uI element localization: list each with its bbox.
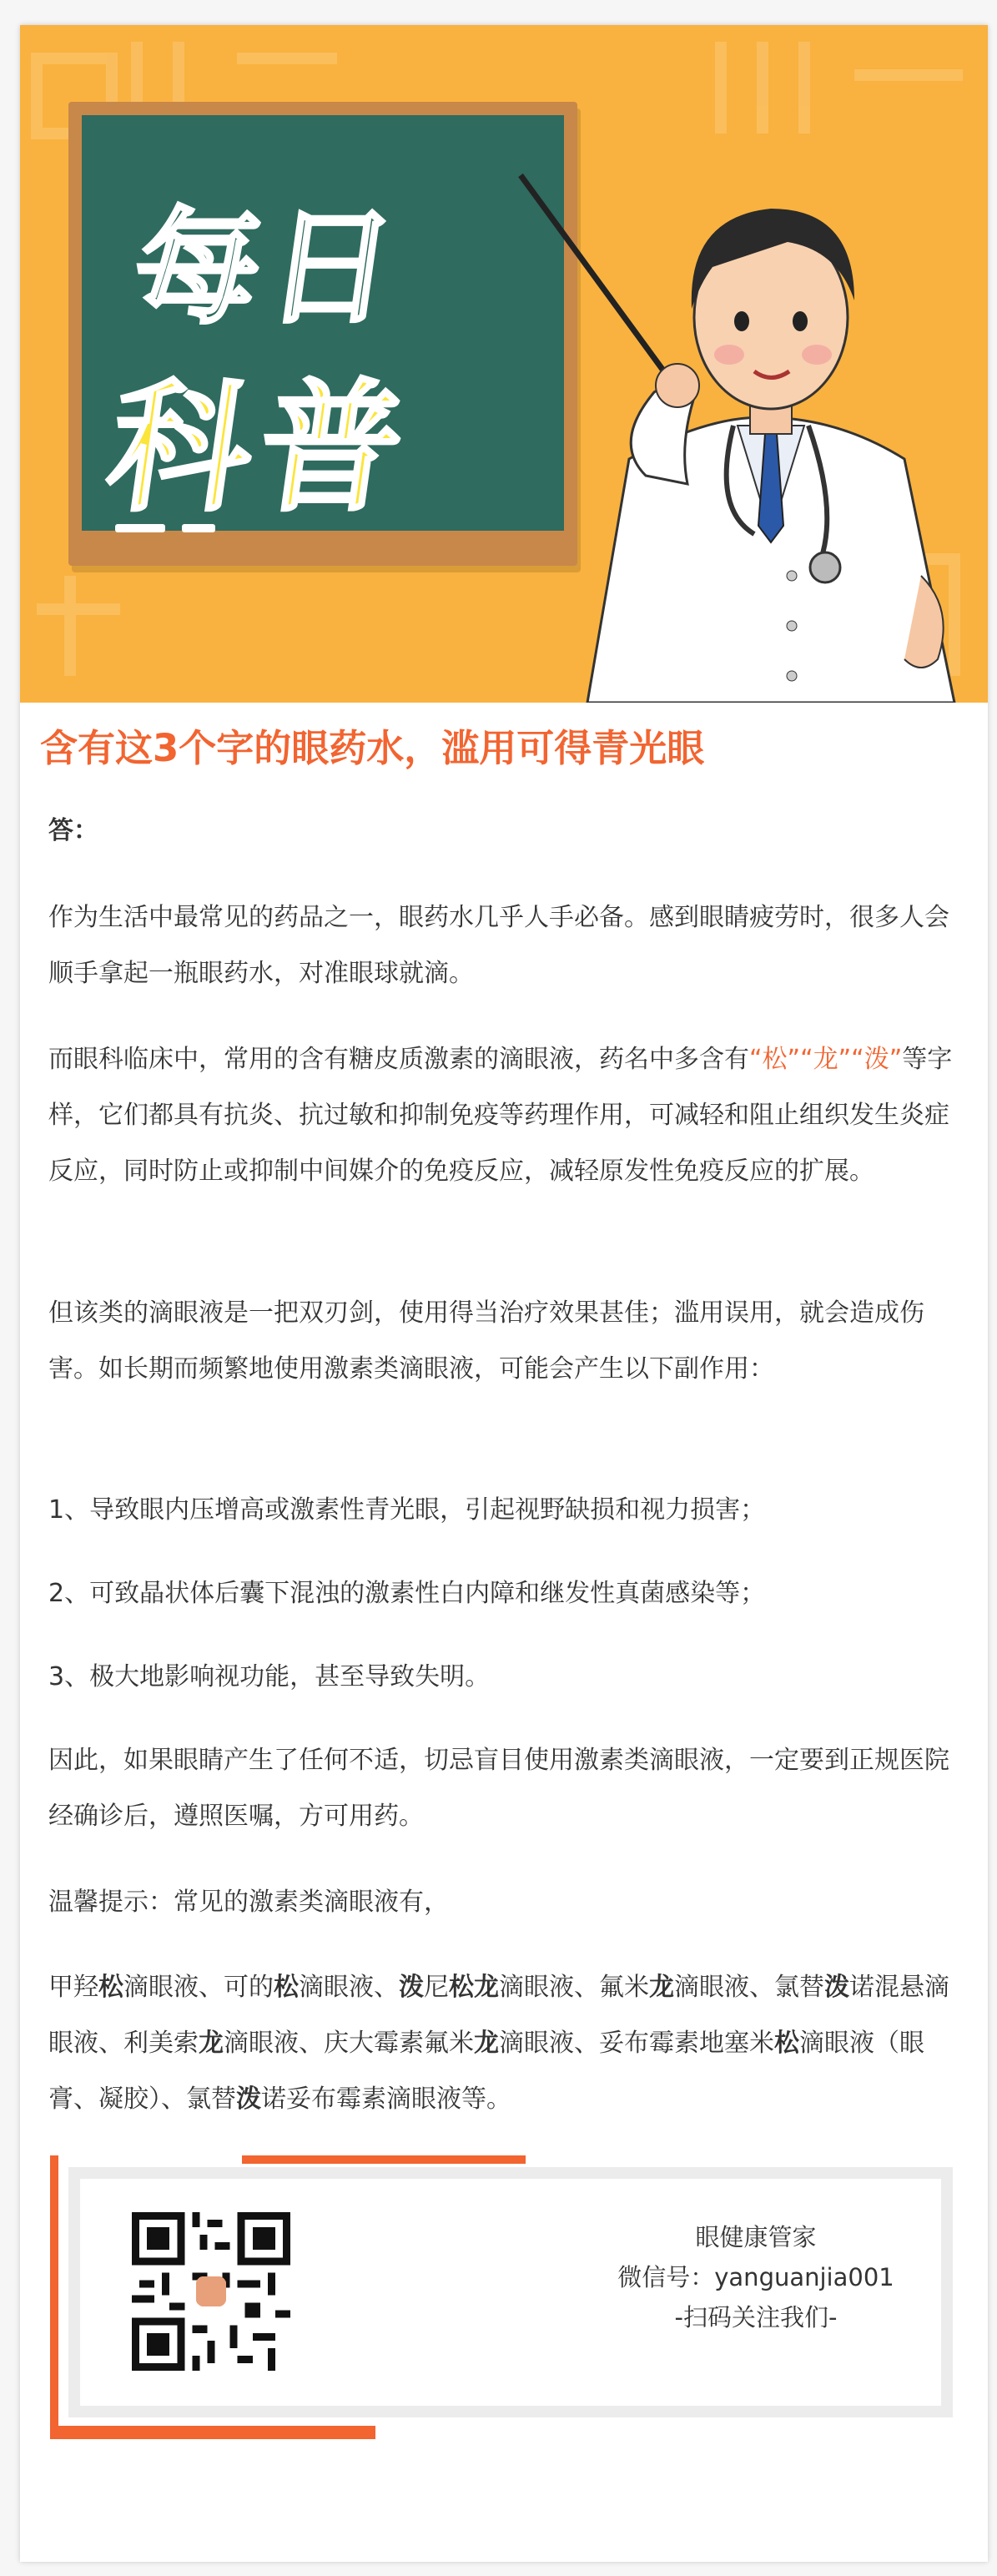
list-item-2: 2、可致晶状体后囊下混浊的激素性白内障和继发性真菌感染等； [48, 1579, 766, 1608]
drug-text: 滴眼液（眼膏、凝胶）、氯替 [48, 2029, 924, 2114]
drug-text: 滴眼液、氟米 [499, 1973, 649, 2002]
paragraph-3: 但该类的滴眼液是一把双刃剑，使用得当治疗效果甚佳；滥用误用，就会造成伤害。如长期而频繁地使用激素类滴眼液，可能会产生以下副作用： [48, 1298, 924, 1384]
drug-keyword: 龙 [649, 1973, 674, 2002]
drug-keyword: 泼 [399, 1973, 424, 2002]
contact-info [581, 2217, 931, 2337]
accent-bar-left [50, 2155, 58, 2439]
list-item-3: 3、极大地影响视功能，甚至导致失明。 [48, 1662, 491, 1691]
drug-list [48, 1959, 966, 2127]
drug-text: 诺混悬滴眼液、利美索 [48, 1973, 949, 2058]
paragraph-2-b: 等字样，它们都具有抗炎、抗过敏和抑制免疫等药理作用，可减轻和阻止组织发生炎症反应，同时防止或抑制中间媒介的免疫反应，减轻原发性免疫反应的扩展。 [48, 1045, 953, 1186]
drug-text: 滴眼液、 [299, 1973, 399, 2002]
article-title: 含有这3个字的眼药水，滥用可得青光眼 [40, 726, 705, 770]
answer-label: 答： [48, 816, 98, 845]
drug-keyword: 龙 [474, 2029, 499, 2058]
article-card [20, 25, 988, 2562]
paragraph-2 [48, 1031, 966, 1199]
board-title-line2: 科普 [98, 366, 422, 532]
drug-text: 尼 [424, 1973, 449, 2002]
drug-keyword: 松 [774, 2029, 799, 2058]
follow-card-inner [68, 2167, 953, 2417]
accent-bar-bottom [50, 2426, 375, 2439]
account-name: 眼健康管家 [695, 2223, 817, 2251]
drug-text: 滴眼液、妥布霉素地塞米 [499, 2029, 774, 2058]
drug-keyword: 泼 [236, 2084, 261, 2114]
paragraph-1: 作为生活中最常见的药品之一，眼药水几乎人手必备。感到眼睛疲劳时，很多人会顺手拿起一瓶眼药水，对准眼球就滴。 [48, 903, 949, 988]
scan-hint: -扫码关注我们- [674, 2303, 838, 2332]
drug-text: 滴眼液、氯替 [674, 1973, 824, 2002]
drug-keyword: 松 [274, 1973, 299, 2002]
drug-keyword: 松 [98, 1973, 123, 2002]
drug-text: 滴眼液、庆大霉素氟米 [224, 2029, 474, 2058]
paragraph-4: 因此，如果眼睛产生了任何不适，切忌盲目使用激素类滴眼液，一定要到正规医院经确诊后，遵照医嘱，方可用药。 [48, 1746, 949, 1831]
board-title-line1: 每日 [124, 196, 413, 341]
paragraph-2-a: 而眼科临床中，常用的含有糖皮质激素的滴眼液，药名中多含有 [48, 1045, 749, 1074]
drug-text: 诺妥布霉素滴眼液等。 [261, 2084, 511, 2114]
drug-keyword: 龙 [199, 2029, 224, 2058]
doctor-illustration [487, 142, 988, 703]
list-item-1: 1、导致眼内压增高或激素性青光眼，引起视野缺损和视力损害； [48, 1495, 766, 1525]
follow-card [50, 2155, 958, 2439]
wechat-id: 微信号：yanguanjia001 [617, 2263, 894, 2291]
drug-text: 甲羟 [48, 1973, 98, 2002]
tip-label: 温馨提示：常见的激素类滴眼液有， [48, 1888, 449, 1917]
hero-banner [20, 25, 988, 703]
qr-code-icon[interactable] [132, 2212, 290, 2371]
paragraph-2-highlight: “松”“龙”“泼” [749, 1045, 903, 1074]
drug-text: 滴眼液、可的 [123, 1973, 274, 2002]
drug-keyword: 泼 [824, 1973, 849, 2002]
drug-keyword: 松龙 [449, 1973, 499, 2002]
accent-bar-top [242, 2155, 526, 2164]
